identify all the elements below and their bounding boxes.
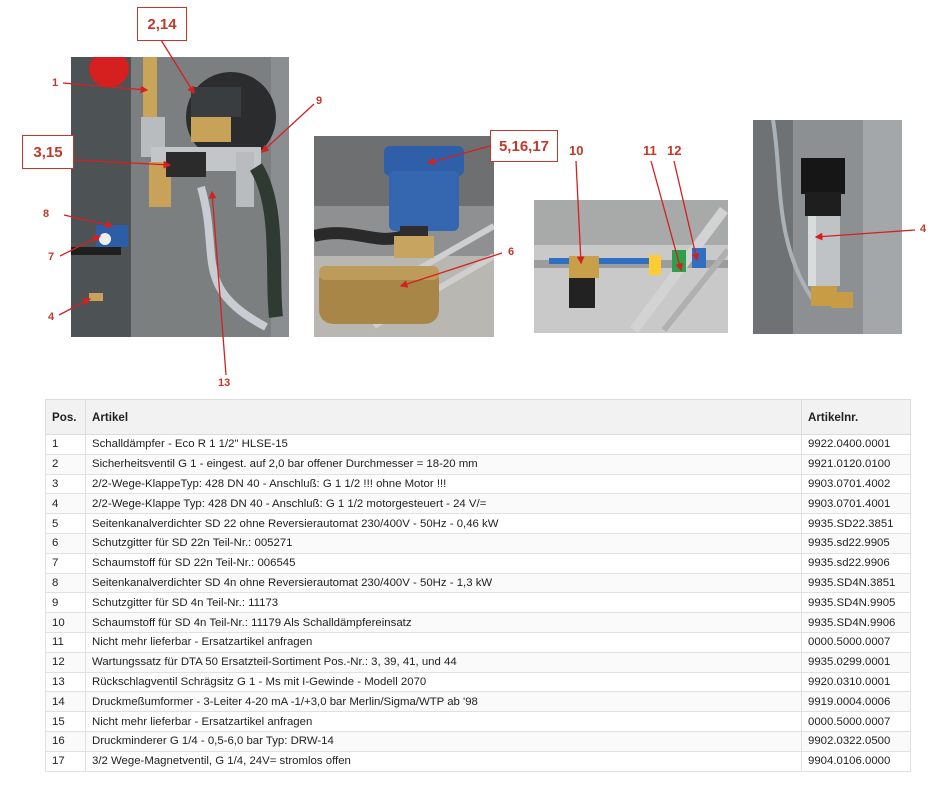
cell-artikel: Schalldämpfer - Eco R 1 1/2" HLSE-15 [86,435,802,455]
table-row [46,533,911,553]
cell-artikelnr: 9921.0120.0100 [802,454,911,474]
cell-artikel: Seitenkanalverdichter SD 22 ohne Reversierautomat 230/400V - 50Hz - 0,46 kW [86,514,802,534]
table-row [46,712,911,732]
callout-12: 12 [667,143,682,158]
cell-pos: 11 [46,632,86,652]
cell-artikel: Schutzgitter für SD 4n Teil-Nr.: 11173 [86,593,802,613]
cell-pos: 14 [46,692,86,712]
cell-artikel: 2/2-Wege-KlappeTyp: 428 DN 40 - Anschluß: G 1 1/2 !!! ohne Motor !!! [86,474,802,494]
cell-artikelnr: 0000.5000.0007 [802,712,911,732]
cell-artikelnr: 9903.0701.4002 [802,474,911,494]
cell-artikel: Nicht mehr lieferbar - Ersatzartikel anfragen [86,712,802,732]
cell-artikel: Nicht mehr lieferbar - Ersatzartikel anfragen [86,632,802,652]
cell-pos: 5 [46,514,86,534]
cell-artikelnr: 0000.5000.0007 [802,632,911,652]
callout-11: 11 [643,143,657,158]
callout-9: 9 [316,95,323,107]
table-row [46,474,911,494]
cell-artikel: Rückschlagventil Schrägsitz G 1 - Ms mit I-Gewinde - Modell 2070 [86,672,802,692]
cell-artikelnr: 9902.0322.0500 [802,731,911,751]
table-row [46,652,911,672]
table-row [46,435,911,455]
table-row [46,672,911,692]
cell-pos: 17 [46,751,86,771]
cell-artikelnr: 9935.sd22.9906 [802,553,911,573]
header-artikel: Artikel [86,400,802,435]
cell-artikel: Seitenkanalverdichter SD 4n ohne Reversierautomat 230/400V - 50Hz - 1,3 kW [86,573,802,593]
cell-pos: 12 [46,652,86,672]
cell-artikel: Schaumstoff für SD 4n Teil-Nr.: 11179 Als Schalldämpfereinsatz [86,613,802,633]
callout-10: 10 [569,143,584,158]
callout-7: 7 [48,251,55,263]
callout-5-16-17: 5,16,17 [490,130,558,162]
table-row [46,514,911,534]
cell-pos: 16 [46,731,86,751]
callout-4-left: 4 [48,311,55,323]
cell-pos: 8 [46,573,86,593]
callout-13: 13 [218,377,231,389]
cell-artikel: 3/2 Wege-Magnetventil, G 1/4, 24V= stromlos offen [86,751,802,771]
cell-artikelnr: 9922.0400.0001 [802,435,911,455]
cell-artikel: Schaumstoff für SD 22n Teil-Nr.: 006545 [86,553,802,573]
cell-artikelnr: 9920.0310.0001 [802,672,911,692]
cell-artikel: 2/2-Wege-Klappe Typ: 428 DN 40 - Anschluß: G 1 1/2 motorgesteuert - 24 V/= [86,494,802,514]
cell-pos: 4 [46,494,86,514]
table-row [46,573,911,593]
table-row [46,751,911,771]
photo-blower [314,136,494,337]
callout-4-right: 4 [920,223,927,235]
cell-artikelnr: 9935.SD4N.9906 [802,613,911,633]
cell-pos: 13 [46,672,86,692]
table-row [46,692,911,712]
table-row [46,454,911,474]
table-header-row [46,400,911,435]
cell-artikel: Wartungssatz für DTA 50 Ersatzteil-Sortiment Pos.-Nr.: 3, 39, 41, und 44 [86,652,802,672]
cell-pos: 6 [46,533,86,553]
cell-pos: 1 [46,435,86,455]
cell-pos: 3 [46,474,86,494]
photo-pressure-transducer [753,120,902,334]
table-row [46,731,911,751]
cell-pos: 10 [46,613,86,633]
callout-6: 6 [508,246,515,258]
table-row [46,494,911,514]
cell-artikel: Druckmeßumformer - 3-Leiter 4-20 mA -1/+3,0 bar Merlin/Sigma/WTP ab '98 [86,692,802,712]
photo-valve-assembly [71,57,289,337]
table-row [46,553,911,573]
table-row [46,593,911,613]
cell-pos: 7 [46,553,86,573]
table-row [46,632,911,652]
cell-pos: 15 [46,712,86,732]
cell-artikelnr: 9919.0004.0006 [802,692,911,712]
cell-artikel: Sicherheitsventil G 1 - eingest. auf 2,0 bar offener Durchmesser = 18-20 mm [86,454,802,474]
callout-8: 8 [43,208,50,220]
header-pos: Pos. [46,400,86,435]
header-artikelnr: Artikelnr. [802,400,911,435]
callout-2-14: 2,14 [137,7,187,41]
cell-artikelnr: 9935.0299.0001 [802,652,911,672]
table-row [46,613,911,633]
table-body [46,435,911,772]
cell-artikelnr: 9904.0106.0000 [802,751,911,771]
parts-table [45,399,911,772]
cell-artikelnr: 9935.SD22.3851 [802,514,911,534]
cell-pos: 2 [46,454,86,474]
cell-artikelnr: 9935.SD4N.9905 [802,593,911,613]
cell-artikel: Schutzgitter für SD 22n Teil-Nr.: 005271 [86,533,802,553]
cell-artikelnr: 9935.SD4N.3851 [802,573,911,593]
callout-1: 1 [52,77,59,89]
cell-artikelnr: 9935.sd22.9905 [802,533,911,553]
photo-solenoid-valves [534,200,728,333]
cell-pos: 9 [46,593,86,613]
cell-artikelnr: 9903.0701.4001 [802,494,911,514]
callout-3-15: 3,15 [22,135,74,169]
cell-artikel: Druckminderer G 1/4 - 0,5-6,0 bar Typ: DRW-14 [86,731,802,751]
